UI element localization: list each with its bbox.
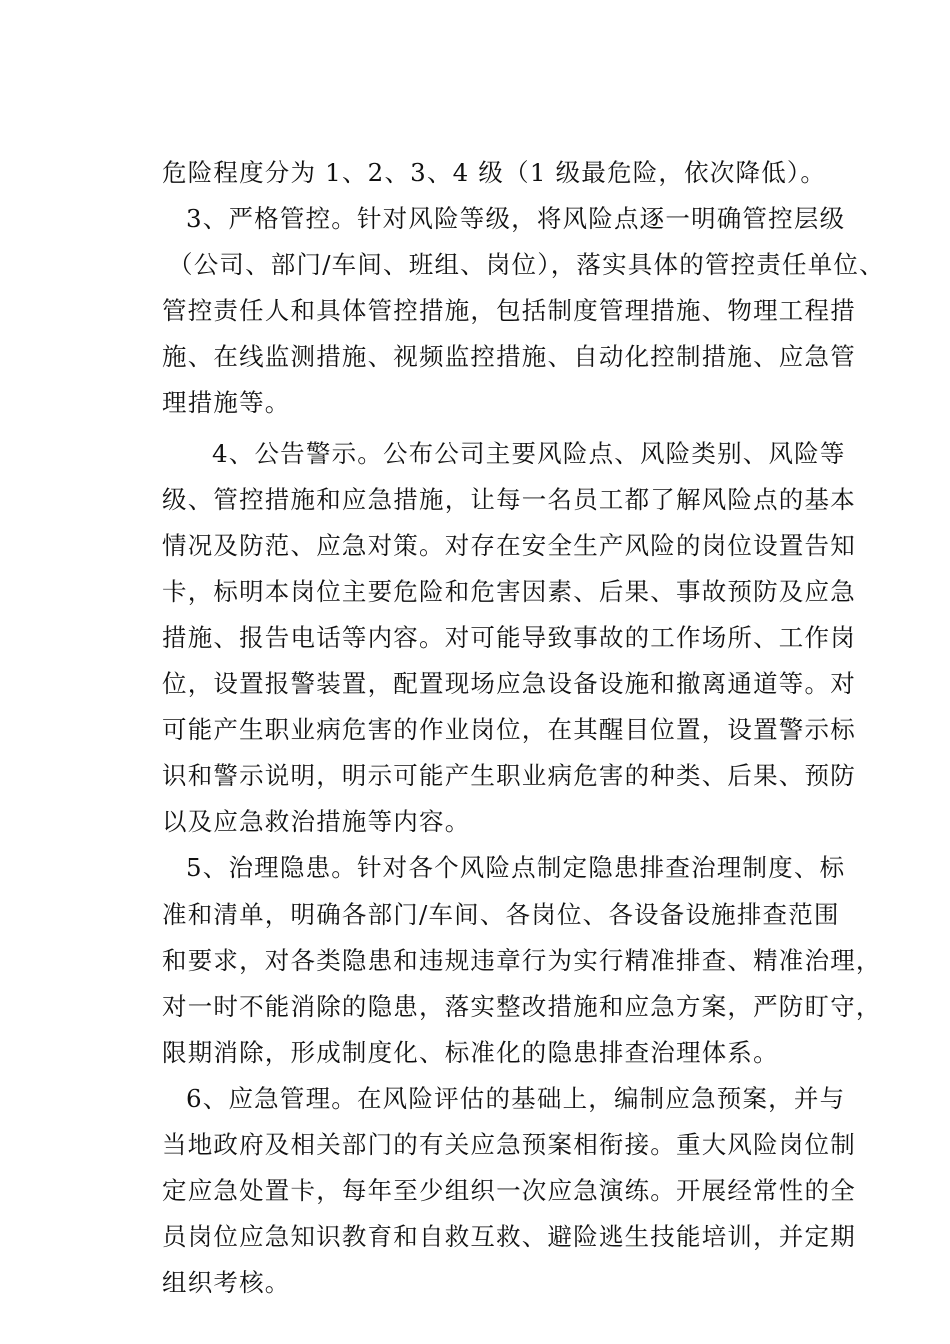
paragraph-line: 6、应急管理。在风险评估的基础上，编制应急预案，并与 [186,1083,846,1113]
paragraph-line: 对一时不能消除的隐患，落实整改措施和应急方案，严防盯守， [162,991,882,1021]
paragraph-line: 限期消除，形成制度化、标准化的隐患排查治理体系。 [162,1037,779,1067]
paragraph-line: 施、在线监测措施、视频监控措施、自动化控制措施、应急管 [162,342,856,372]
document-body [162,150,885,1306]
paragraph-line: 5、治理隐患。针对各个风险点制定隐患排查治理制度、标 [186,853,846,883]
paragraph-line: 管控责任人和具体管控措施，包括制度管理措施、物理工程措 [162,296,856,326]
paragraph-line: 措施、报告电话等内容。对可能导致事故的工作场所、工作岗 [162,622,856,652]
paragraph-line: 位，设置报警装置，配置现场应急设备设施和撤离通道等。对 [162,669,856,699]
paragraph-line: 和要求，对各类隐患和违规违章行为实行精准排查、精准治理， [162,945,882,975]
paragraph-line: 识和警示说明，明示可能产生职业病危害的种类、后果、预防 [162,761,856,791]
paragraph-line: 卡，标明本岗位主要危险和危害因素、后果、事故预防及应急 [162,576,856,606]
paragraph-line: 级、管控措施和应急措施，让每一名员工都了解风险点的基本 [162,484,856,514]
paragraph-line: 情况及防范、应急对策。对存在安全生产风险的岗位设置告知 [162,530,856,560]
paragraph-line: 以及应急救治措施等内容。 [162,807,471,837]
paragraph-line: （公司、部门/车间、班组、岗位），落实具体的管控责任单位、 [168,250,885,280]
paragraph-line: 准和清单，明确各部门/车间、各岗位、各设备设施排查范围 [162,899,840,929]
paragraph-line: 3、严格管控。针对风险等级，将风险点逐一明确管控层级 [186,204,846,234]
paragraph-line: 危险程度分为 1、2、3、4 级（1 级最危险，依次降低）。 [162,158,827,187]
paragraph-line: 员岗位应急知识教育和自救互救、避险逃生技能培训，并定期 [162,1222,856,1252]
paragraph-line: 可能产生职业病危害的作业岗位，在其醒目位置，设置警示标 [162,715,856,745]
paragraph-line: 定应急处置卡，每年至少组织一次应急演练。开展经常性的全 [162,1176,856,1206]
paragraph-line: 当地政府及相关部门的有关应急预案相衔接。重大风险岗位制 [162,1129,856,1159]
paragraph-line: 理措施等。 [162,388,291,418]
paragraph-line: 组织考核。 [162,1268,291,1298]
paragraph-line: 4、公告警示。公布公司主要风险点、风险类别、风险等 [212,438,846,468]
